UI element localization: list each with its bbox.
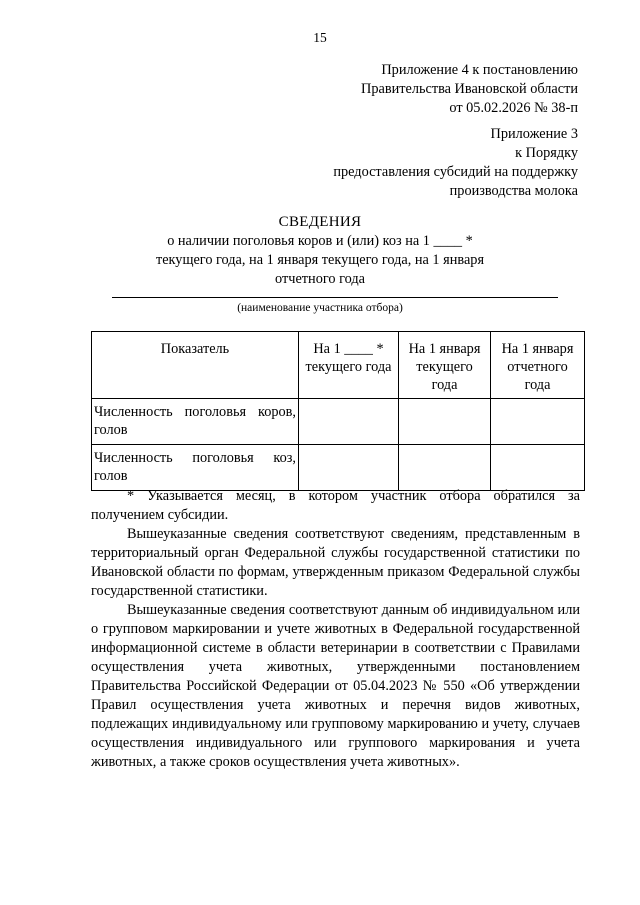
header-current-month: На 1 ____ * текущего года bbox=[299, 332, 399, 399]
appendix-3-line: предоставления субсидий на поддержку bbox=[333, 164, 578, 180]
appendix-4-reference bbox=[361, 61, 578, 118]
table-cell[interactable] bbox=[491, 399, 585, 445]
appendix-4-line: Правительства Ивановской области bbox=[361, 81, 578, 97]
appendix-3-line: к Порядку bbox=[515, 145, 578, 161]
livestock-table bbox=[91, 331, 585, 491]
table-row bbox=[92, 445, 585, 491]
participant-name-line bbox=[112, 297, 558, 298]
header-indicator: Показатель bbox=[92, 332, 299, 399]
title-line: текущего года, на 1 января текущего года, на 1 января bbox=[155, 252, 485, 268]
row-label: Численность поголовья коров, голов bbox=[92, 399, 299, 445]
appendix-4-line: Приложение 4 к постановлению bbox=[381, 62, 578, 78]
footnote: * Указывается месяц, в котором участник отбора обратился за получением субсидии. bbox=[91, 488, 580, 523]
table-cell[interactable] bbox=[299, 445, 399, 491]
title-line: о наличии поголовья коров и (или) коз на 1 ____ * bbox=[167, 233, 473, 249]
participant-name-caption: (наименование участника отбора) bbox=[237, 302, 403, 314]
paragraph: Вышеуказанные сведения соответствуют сведениям, представленным в территориальный орган Федеральной службы государственной статистики по Ивановской области по формам, утвержденным приказом Федеральной службы государственной статистики. bbox=[91, 526, 580, 599]
table-row bbox=[92, 399, 585, 445]
table-header-row bbox=[92, 332, 585, 399]
title-line: отчетного года bbox=[275, 271, 365, 287]
header-jan-reporting: На 1 января отчетного года bbox=[491, 332, 585, 399]
title-heading: СВЕДЕНИЯ bbox=[278, 214, 362, 230]
appendix-3-line: производства молока bbox=[449, 183, 578, 199]
appendix-4-line: от 05.02.2026 № 38-п bbox=[449, 100, 578, 116]
table-cell[interactable] bbox=[491, 445, 585, 491]
body-text bbox=[91, 487, 580, 772]
page-number: 15 bbox=[313, 30, 327, 45]
paragraph: Вышеуказанные сведения соответствуют данным об индивидуальном или о групповом маркировании и учете животных в Федеральной государственной информационной системе в области ветеринарии в соответствии с Правилами осуществления учета животных, утвержденными постановлением Правительства Российской Федерации от 05.04.2023 № 550 «Об утверждении Правил осуществления учета животных и перечня видов животных, подлежащих индивидуальному или групповому маркированию и учету, случаев осуществления индивидуального или группового маркирования и учета животных, а также сроков осуществления учета животных». bbox=[91, 602, 580, 770]
appendix-3-line: Приложение 3 bbox=[490, 126, 578, 142]
table-cell[interactable] bbox=[399, 445, 491, 491]
row-label: Численность поголовья коз, голов bbox=[92, 445, 299, 491]
appendix-3-reference bbox=[333, 125, 578, 201]
table-cell[interactable] bbox=[399, 399, 491, 445]
document-title bbox=[0, 213, 640, 289]
header-jan-current: На 1 января текущего года bbox=[399, 332, 491, 399]
table-cell[interactable] bbox=[299, 399, 399, 445]
